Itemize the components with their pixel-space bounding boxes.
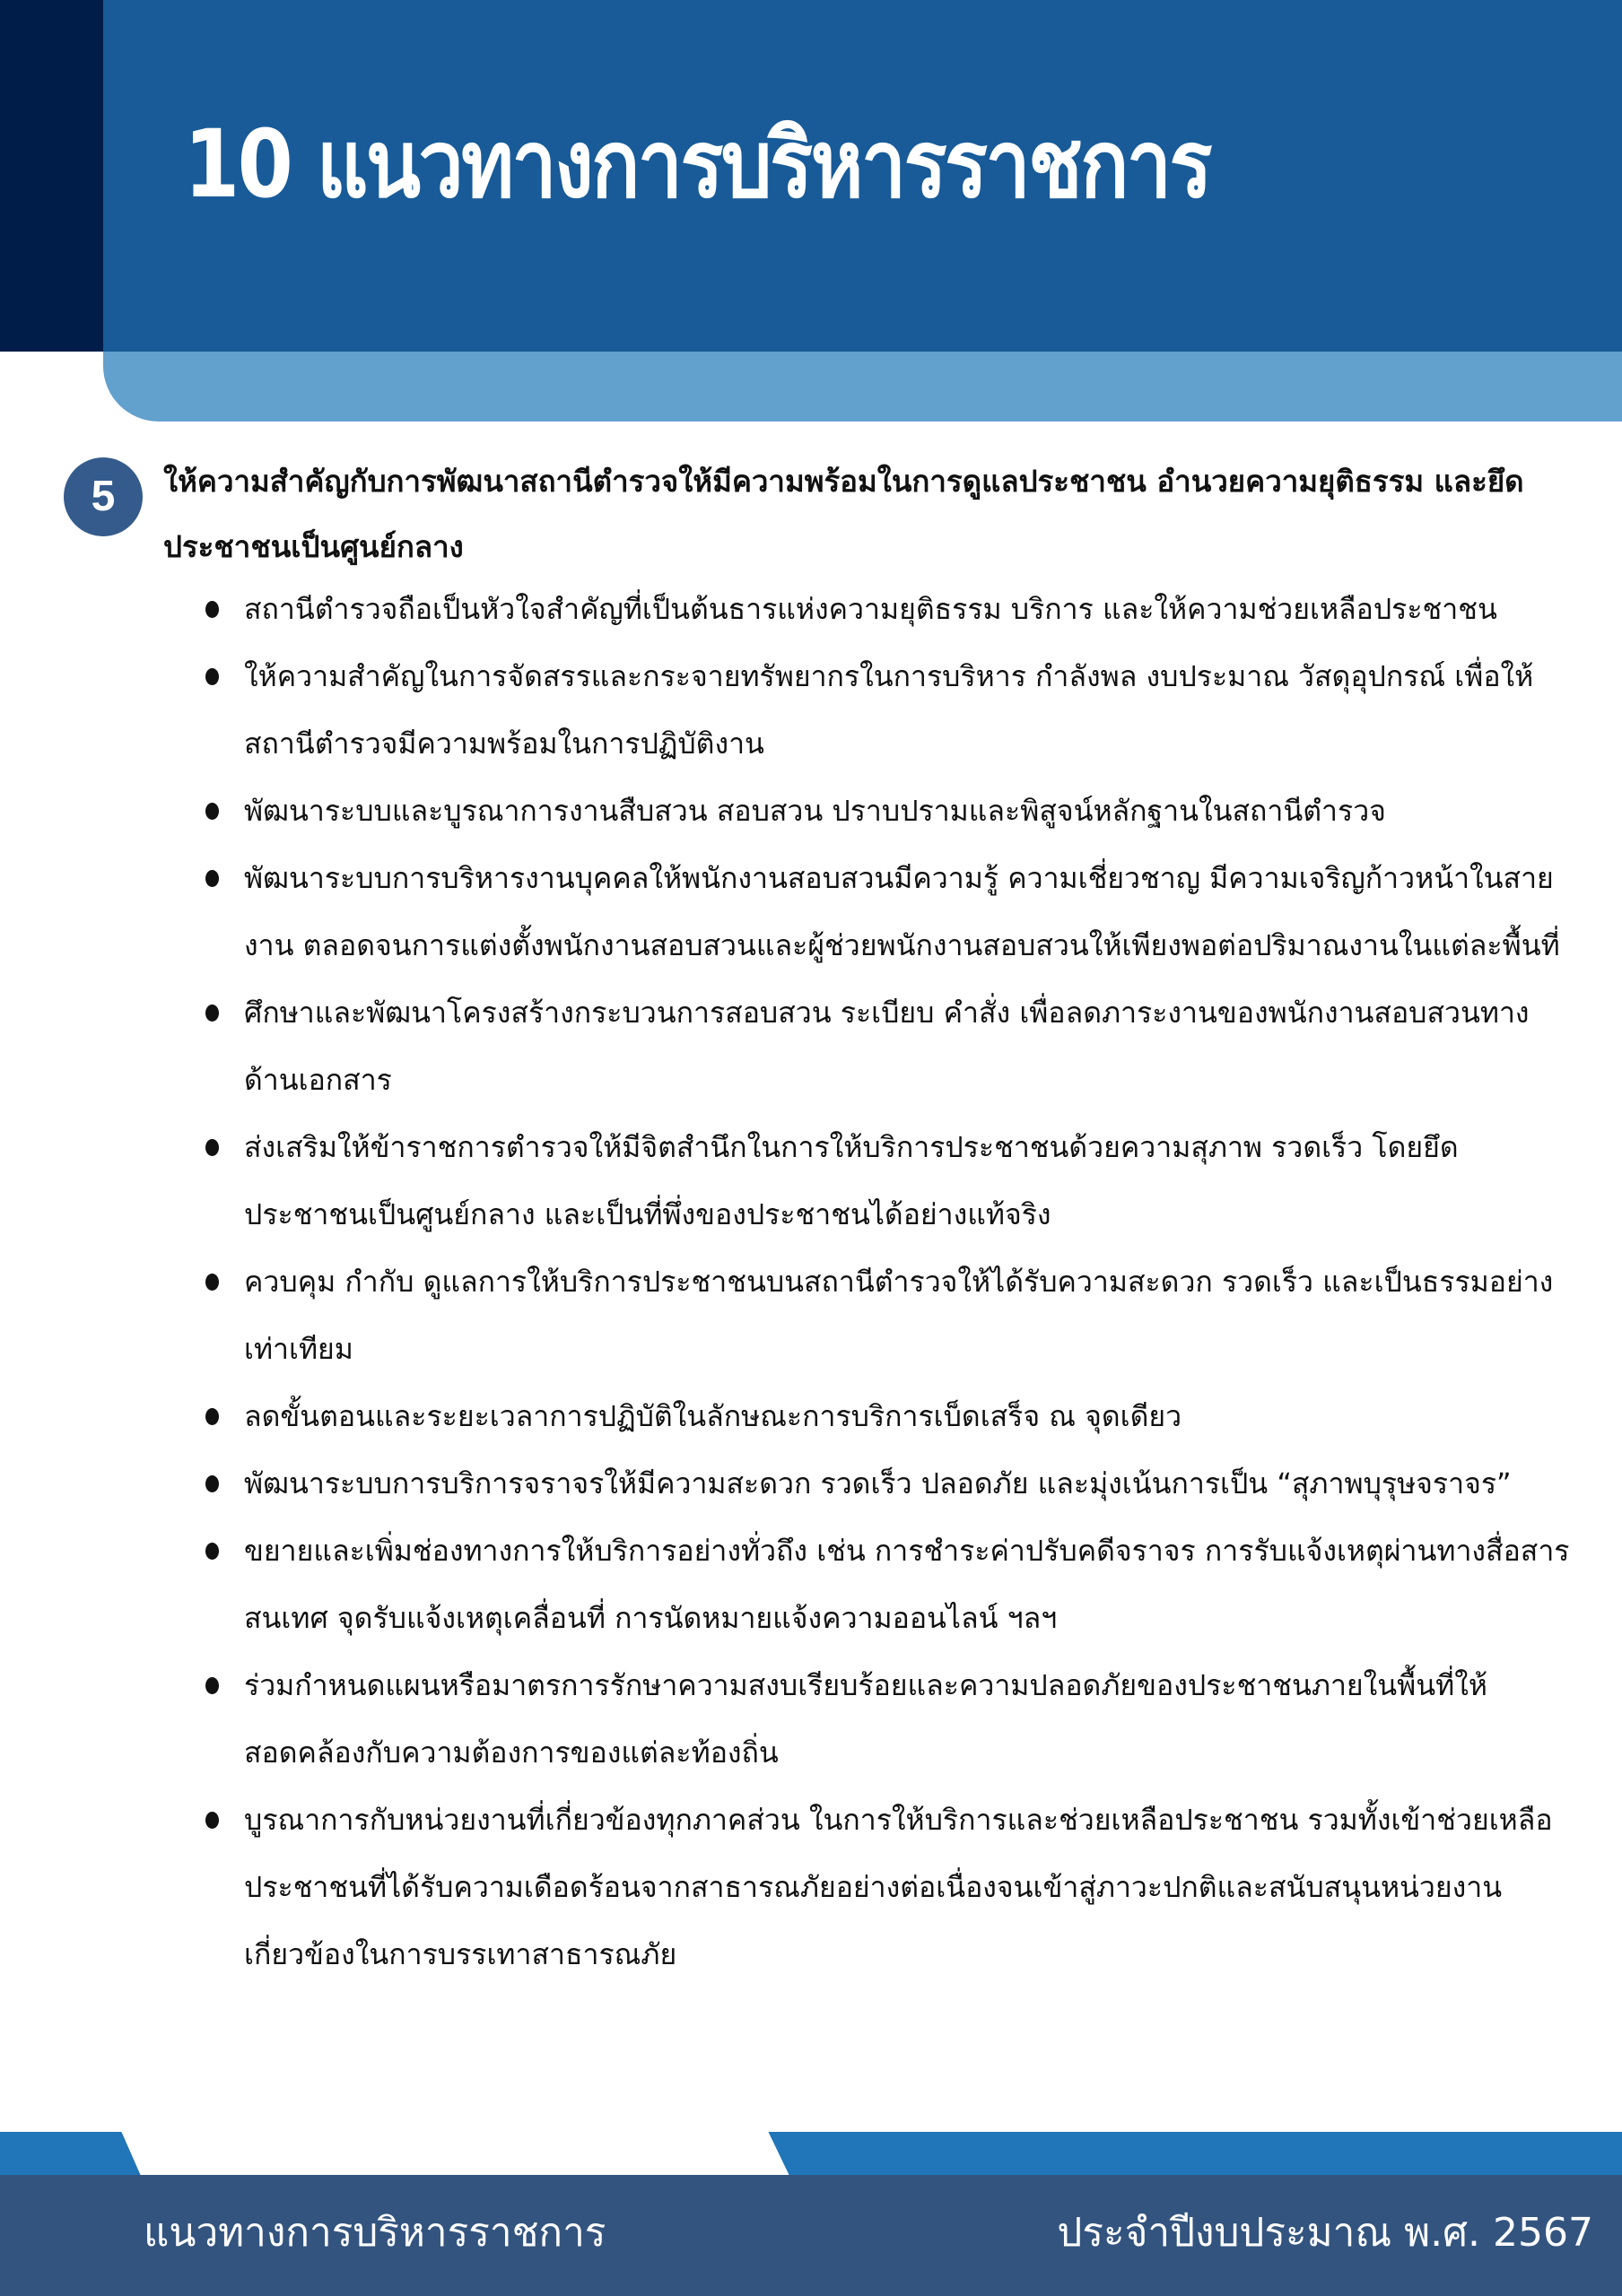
bullet-icon <box>205 1274 219 1291</box>
bullet-icon <box>205 1408 219 1425</box>
bullet-icon <box>205 1543 219 1560</box>
header-accent-band <box>103 352 1622 422</box>
list-item-text: สถานีตำรวจถือเป็นหัวใจสำคัญที่เป็นต้นธารแห่งความยุติธรรม บริการ และให้ความช่วยเหลือประชาชน <box>244 592 1497 626</box>
footer-doc-title: แนวทางการบริหารราชการ <box>144 2210 606 2256</box>
list-item <box>244 845 1572 979</box>
list-item <box>244 1518 1572 1652</box>
bullet-icon <box>205 1139 219 1156</box>
page-title: 10 แนวทางการบริหารราชการ <box>184 109 1210 219</box>
list-item-text: ลดขั้นตอนและระยะเวลาการปฏิบัติในลักษณะการบริการเบ็ดเสร็จ ณ จุดเดียว <box>244 1399 1182 1433</box>
list-item-text: พัฒนาระบบการบริการจราจรให้มีความสะดวก รวดเร็ว ปลอดภัย และมุ่งเน้นการเป็น “สุภาพบุรุษจราจร” <box>244 1466 1512 1500</box>
list-item <box>244 1787 1572 1988</box>
list-item-text: ให้ความสำคัญในการจัดสรรและกระจายทรัพยากรในการบริหาร กำลังพล งบประมาณ วัสดุอุปกรณ์ เพื่อให้สถานีตำรวจมีความพร้อมในการปฏิบัติงาน <box>244 659 1534 761</box>
header-navy-strip <box>0 0 103 352</box>
bullet-icon <box>205 1475 219 1492</box>
list-item-text: บูรณาการกับหน่วยงานที่เกี่ยวข้องทุกภาคส่วน ในการให้บริการและช่วยเหลือประชาชน รวมทั้งเข้าช่วยเหลือประชาชนที่ได้รับความเดือดร้อนจากสาธารณภัยอย่างต่อเนื่องจนเข้าสู่ภาวะปกติและสนับสนุนหน่วยงานเกี่ยวข้องในการบรรเทาสาธารณภัย <box>244 1803 1553 1971</box>
list-item-text: ศึกษาและพัฒนาโครงสร้างกระบวนการสอบสวน ระเบียบ คำสั่ง เพื่อลดภาระงานของพนักงานสอบสวนทางด้านเอกสาร <box>244 996 1530 1097</box>
section-heading: ให้ความสำคัญกับการพัฒนาสถานีตำรวจให้มีความพร้อมในการดูแลประชาชน อำนวยความยุติธรรม และยึดประชาชนเป็นศูนย์กลาง <box>163 464 1524 564</box>
bullet-icon <box>205 601 219 618</box>
list-item <box>244 576 1572 643</box>
list-item <box>244 1248 1572 1383</box>
bullet-list <box>244 576 1572 1988</box>
section-number-badge: 5 <box>64 457 143 536</box>
list-item-text: ควบคุม กำกับ ดูแลการให้บริการประชาชนบนสถานีตำรวจให้ได้รับความสะดวก รวดเร็ว และเป็นธรรมอย่างเท่าเทียม <box>244 1265 1554 1366</box>
list-item <box>244 1383 1572 1450</box>
footer-white-cutout <box>0 2131 1622 2176</box>
list-item <box>244 1114 1572 1248</box>
bullet-icon <box>205 1004 219 1022</box>
bullet-icon <box>205 668 219 685</box>
bullet-icon <box>205 1812 219 1829</box>
list-item <box>244 778 1572 845</box>
list-item-text: ขยายและเพิ่มช่องทางการให้บริการอย่างทั่วถึง เช่น การชำระค่าปรับคดีจราจร การรับแจ้งเหตุผ่านทางสื่อสารสนเทศ จุดรับแจ้งเหตุเคลื่อนที่ การนัดหมายแจ้งความออนไลน์ ฯลฯ <box>244 1534 1570 1635</box>
list-item <box>244 1652 1572 1787</box>
list-item <box>244 979 1572 1114</box>
list-item <box>244 1450 1572 1518</box>
footer-fiscal-year: ประจำปีงบประมาณ พ.ศ. 2567 <box>1057 2210 1593 2256</box>
bullet-icon <box>205 1677 219 1694</box>
bullet-icon <box>205 803 219 820</box>
list-item-text: พัฒนาระบบการบริหารงานบุคคลให้พนักงานสอบสวนมีความรู้ ความเชี่ยวชาญ มีความเจริญก้าวหน้าในสายงาน ตลอดจนการแต่งตั้งพนักงานสอบสวนและผู้ช่วยพนักงานสอบสวนให้เพียงพอต่อปริมาณงานในแต่ละพื้นที่ <box>244 861 1560 962</box>
list-item <box>244 643 1572 778</box>
bullet-icon <box>205 870 219 887</box>
list-item-text: ร่วมกำหนดแผนหรือมาตรการรักษาความสงบเรียบร้อยและความปลอดภัยของประชาชนภายในพื้นที่ให้สอดคล้องกับความต้องการของแต่ละท้องถิ่น <box>244 1668 1487 1770</box>
list-item-text: พัฒนาระบบและบูรณาการงานสืบสวน สอบสวน ปราบปรามและพิสูจน์หลักฐานในสถานีตำรวจ <box>244 794 1386 828</box>
list-item-text: ส่งเสริมให้ข้าราชการตำรวจให้มีจิตสำนึกในการให้บริการประชาชนด้วยความสุภาพ รวดเร็ว โดยยึดประชาชนเป็นศูนย์กลาง และเป็นที่พึ่งของประชาชนได้อย่างแท้จริง <box>244 1130 1459 1231</box>
